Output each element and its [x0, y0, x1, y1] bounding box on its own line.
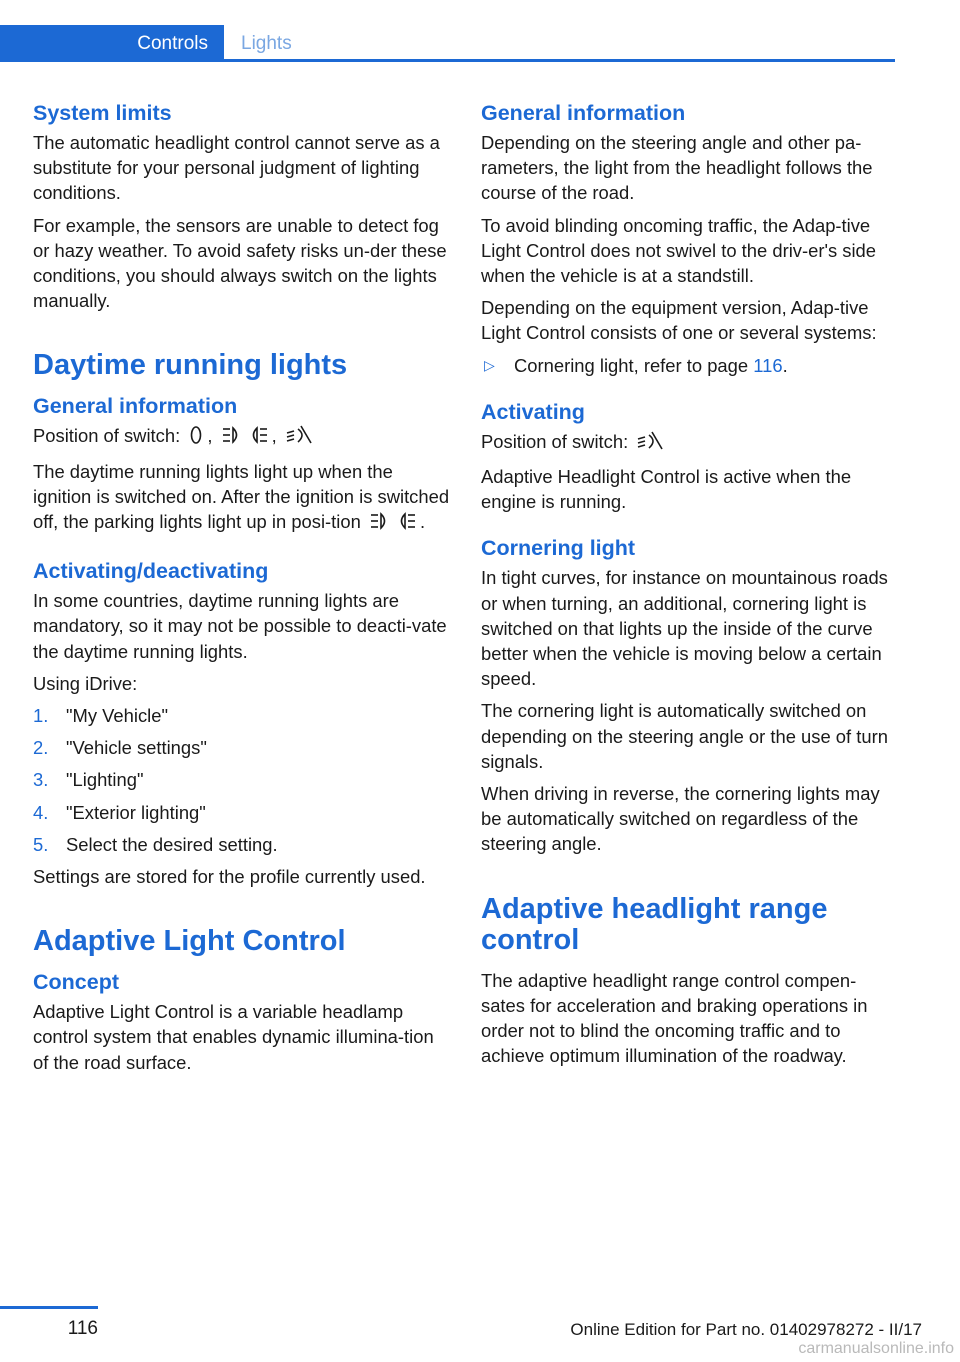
list-item: 5. Select the desired setting. [33, 833, 278, 855]
parking-lights-icon [222, 425, 268, 451]
page-reference-link[interactable]: 116 [753, 354, 783, 376]
auto-headlight-icon [637, 431, 663, 457]
heading-concept: Concept [33, 970, 119, 995]
left-column [33, 100, 451, 1082]
paragraph: Adaptive Headlight Control is active when the engine is running. [481, 466, 852, 513]
switch-position-zero-icon [189, 425, 203, 451]
list-item: 4. "Exterior lighting" [33, 801, 206, 823]
right-column [481, 100, 899, 1075]
heading-cornering-light: Cornering light [481, 536, 636, 561]
heading-adaptive-headlight-range-control: Adaptive headlight range control [481, 892, 828, 956]
heading-general-information: General information [33, 394, 238, 419]
idrive-steps [33, 703, 451, 857]
watermark: carmanualsonline.info [798, 1340, 954, 1357]
paragraph: In tight curves, for instance on mountainous roads or when turning, an additional, cornering light is switched on that lights up the inside of the curve better when the vehicle is moving below a certain speed. [481, 567, 888, 690]
paragraph: The adaptive headlight range control compen‐sates for acceleration and braking operations in order not to blind the oncoming traffic and to achieve optimum illumination of the roadway. [481, 969, 868, 1067]
footer-rule [0, 1306, 98, 1309]
paragraph: The cornering light is automatically switched on depending on the steering angle or the use of turn signals. [481, 700, 888, 772]
paragraph: The daytime running lights light up when the ignition is switched on. After the ignition is switched off, the parking lights light up in posi‐tion . [33, 459, 451, 538]
switch-position-line: Position of switch: , , [33, 423, 451, 451]
systems-list [481, 353, 899, 378]
paragraph: Adaptive Light Control is a variable headlamp control system that enables dynamic illumina‐tion of the road surface. [33, 1001, 434, 1073]
paragraph: The automatic headlight control cannot serve as a substitute for your personal judgment of lighting conditions. [33, 132, 440, 204]
paragraph: Settings are stored for the profile currently used. [33, 866, 426, 888]
list-item: ▷ Cornering light, refer to page 116. [481, 353, 899, 378]
list-item: 2. "Vehicle settings" [33, 737, 207, 759]
page-number: 116 [67, 1318, 98, 1339]
heading-daytime-running-lights: Daytime running lights [33, 349, 348, 382]
paragraph: Depending on the steering angle and other pa‐rameters, the light from the headlight follows the course of the road. [481, 132, 873, 204]
auto-headlight-icon [286, 425, 312, 451]
paragraph: For example, the sensors are unable to detect fog or hazy weather. To avoid safety risks un‐der these conditions, you should always switch on the lights manually. [33, 214, 447, 312]
list-item: 1. "My Vehicle" [33, 705, 168, 727]
header-rule [0, 59, 895, 62]
paragraph: Using iDrive: [33, 672, 138, 694]
paragraph: When driving in reverse, the cornering lights may be automatically switched on regardless of the steering angle. [481, 783, 880, 855]
paragraph: Depending on the equipment version, Adap‐tive Light Control consists of one or several systems: [481, 297, 877, 344]
triangle-bullet-icon: ▷ [484, 356, 495, 373]
section-tab-lights: Lights [241, 33, 292, 54]
heading-general-information: General information [481, 101, 686, 125]
heading-activating: Activating [481, 399, 585, 424]
heading-activating-deactivating: Activating/deactivating [33, 559, 269, 584]
position-label: Position of switch: [33, 425, 181, 447]
list-item: 3. "Lighting" [33, 769, 144, 791]
edition-info: Online Edition for Part no. 01402978272 - II/17 [570, 1320, 922, 1339]
heading-adaptive-light-control: Adaptive Light Control [33, 925, 346, 958]
page-header [0, 25, 895, 62]
section-tab-controls: Controls [0, 25, 224, 62]
switch-position-line: Position of switch: [481, 429, 899, 457]
parking-lights-icon [370, 511, 416, 537]
paragraph: To avoid blinding oncoming traffic, the Adap‐tive Light Control does not swivel to the driv‐er's side when the vehicle is at a standstill. [481, 214, 877, 287]
paragraph: In some countries, daytime running lights are mandatory, so it may not be possible to deacti‐vate the daytime running lights. [33, 590, 447, 662]
heading-system-limits: System limits [33, 101, 172, 125]
